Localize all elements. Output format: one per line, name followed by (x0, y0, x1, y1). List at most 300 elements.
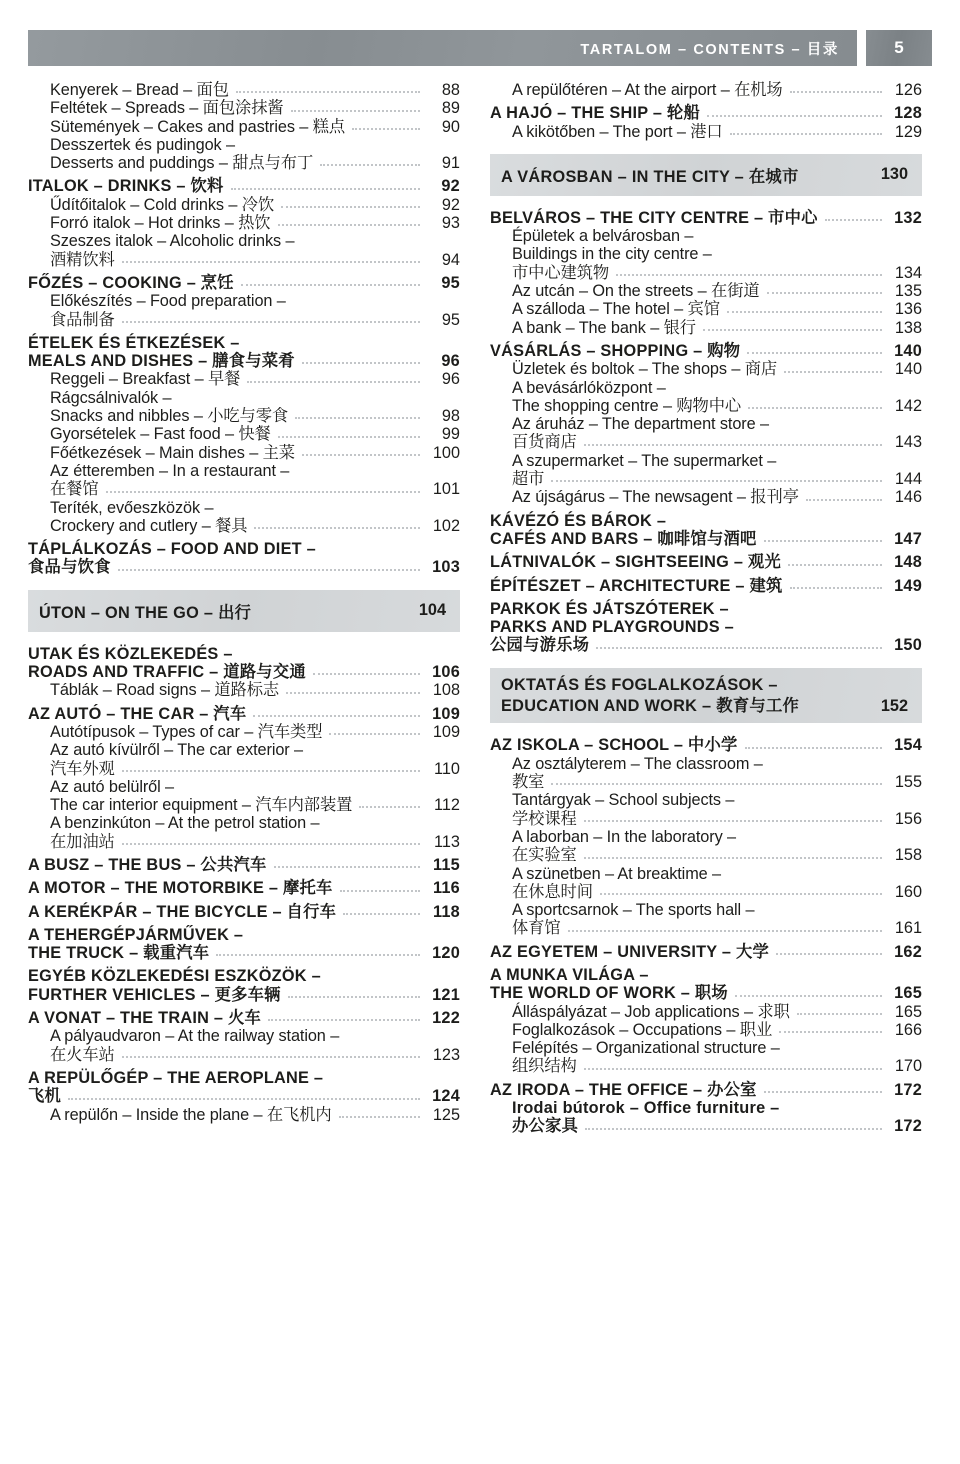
toc-entry-page: 124 (432, 1087, 460, 1106)
toc-entry[interactable] (490, 599, 922, 617)
toc-entry-page: 106 (432, 663, 460, 682)
toc-entry-page: 89 (441, 99, 460, 118)
toc-entry-page: 136 (894, 300, 922, 319)
toc-entry[interactable] (490, 511, 922, 529)
section-band-text (501, 675, 799, 717)
toc-entry[interactable] (490, 942, 922, 960)
toc-entry-page: 108 (432, 681, 460, 700)
toc-entry[interactable] (490, 617, 922, 635)
toc-entry-label: Épületek a belvárosban – (512, 227, 694, 246)
toc-entry-label: Az autó kívülről – The car exterior – (50, 741, 304, 760)
section-band-label: ÚTON – ON THE GO – 出行 (39, 603, 252, 622)
toc-entry-label: Desserts and puddings – 甜点与布丁 (50, 154, 314, 173)
toc-entry[interactable] (490, 918, 922, 936)
toc-entry[interactable] (28, 680, 460, 698)
contents-column-left (28, 80, 460, 1454)
toc-entry[interactable] (490, 552, 922, 570)
toc-entry-page: 150 (894, 636, 922, 655)
toc-leader-dots (281, 206, 420, 208)
toc-entry-label: A MOTOR – THE MOTORBIKE – 摩托车 (28, 879, 333, 898)
toc-entry[interactable] (28, 704, 460, 722)
section-band-text (501, 163, 799, 187)
toc-entry-label: Az autó belülről – (50, 777, 175, 796)
toc-leader-dots (329, 733, 420, 735)
toc-entry[interactable] (28, 273, 460, 291)
contents-columns (28, 80, 932, 1454)
toc-entry-label: A kikötőben – The port – 港口 (512, 122, 723, 141)
toc-entry-label: 在火车站 (50, 1045, 115, 1064)
toc-leader-dots (584, 1068, 882, 1070)
toc-entry-page: 143 (894, 433, 922, 452)
toc-entry-label: UTAK ÉS KÖZLEKEDÉS – (28, 644, 233, 663)
toc-entry[interactable] (490, 341, 922, 359)
toc-entry-label: AZ IRODA – THE OFFICE – 办公室 (490, 1080, 757, 1099)
toc-entry[interactable] (490, 635, 922, 653)
toc-entry-label: TÁPLÁLKOZÁS – FOOD AND DIET – (28, 540, 316, 559)
toc-entry-page: 102 (432, 516, 460, 535)
toc-entry[interactable] (28, 291, 460, 309)
toc-entry-page: 170 (894, 1057, 922, 1076)
toc-entry-label: KÁVÉZÓ ÉS BÁROK – (490, 511, 667, 530)
toc-entry-page: 96 (441, 352, 460, 371)
toc-entry-page: 148 (894, 553, 922, 572)
toc-entry[interactable] (28, 310, 460, 328)
toc-entry[interactable] (490, 983, 922, 1001)
toc-leader-dots (585, 1128, 882, 1130)
toc-leader-dots (122, 321, 420, 323)
toc-entry-label: 汽车外观 (50, 759, 115, 778)
toc-entry[interactable] (490, 432, 922, 450)
toc-leader-dots (68, 1098, 420, 1100)
toc-leader-dots (797, 1013, 882, 1015)
toc-leader-dots (600, 893, 882, 895)
toc-entry-page: 147 (894, 529, 922, 548)
toc-entry-label: Irodai bútorok – Office furniture – (512, 1099, 780, 1118)
toc-entry[interactable] (490, 414, 922, 432)
toc-entry[interactable] (490, 529, 922, 547)
toc-entry-page: 92 (441, 195, 460, 214)
toc-entry-page: 121 (432, 985, 460, 1004)
toc-entry-page: 172 (894, 1117, 922, 1136)
toc-entry[interactable] (28, 333, 460, 351)
toc-entry-page: 135 (894, 282, 922, 301)
toc-entry-page: 128 (894, 104, 922, 123)
toc-entry[interactable] (28, 406, 460, 424)
toc-entry-label: AZ ISKOLA – SCHOOL – 中小学 (490, 736, 738, 755)
toc-entry[interactable] (490, 263, 922, 281)
toc-entry-label: 市中心建筑物 (512, 263, 610, 282)
section-band-text (39, 599, 251, 623)
toc-entry-label: BELVÁROS – THE CITY CENTRE – 市中心 (490, 208, 818, 227)
toc-leader-dots (278, 436, 420, 438)
toc-entry-page: 96 (441, 370, 460, 389)
toc-leader-dots (767, 292, 882, 294)
toc-leader-dots (343, 913, 420, 915)
toc-entry-label: A bank – The bank – 银行 (512, 318, 696, 337)
toc-entry[interactable] (28, 516, 460, 534)
toc-entry-page: 144 (894, 470, 922, 489)
toc-entry-page: 113 (434, 832, 460, 851)
toc-entry[interactable] (28, 1008, 460, 1026)
toc-leader-dots (106, 491, 420, 493)
toc-entry-label: A benzinkúton – At the petrol station – (50, 814, 320, 833)
toc-entry[interactable] (28, 813, 460, 831)
toc-entry[interactable] (28, 388, 460, 406)
toc-entry[interactable] (490, 864, 922, 882)
toc-leader-dots (236, 91, 420, 93)
toc-entry[interactable] (28, 231, 460, 249)
toc-leader-dots (122, 843, 420, 845)
toc-entry-page: 154 (894, 736, 922, 755)
toc-entry-label: Előkészítés – Food preparation – (50, 292, 286, 311)
toc-leader-dots (784, 371, 882, 373)
toc-entry[interactable] (490, 1098, 922, 1116)
toc-entry[interactable] (490, 299, 922, 317)
toc-leader-dots (339, 1116, 420, 1118)
toc-leader-dots (730, 133, 882, 135)
toc-leader-dots (122, 261, 420, 263)
toc-leader-dots (551, 783, 882, 785)
toc-leader-dots (806, 499, 882, 501)
toc-entry-label: ROADS AND TRAFFIC – 道路与交通 (28, 663, 306, 682)
toc-entry-label: VÁSÁRLÁS – SHOPPING – 购物 (490, 341, 741, 360)
page-number-value: 5 (894, 38, 904, 57)
toc-entry[interactable] (490, 772, 922, 790)
toc-entry-page: 146 (894, 488, 922, 507)
toc-entry-label: Álláspályázat – Job applications – 求职 (512, 1002, 790, 1021)
toc-entry-page: 110 (434, 759, 460, 778)
toc-entry[interactable] (490, 827, 922, 845)
toc-entry[interactable] (28, 250, 460, 268)
toc-entry[interactable] (490, 244, 922, 262)
toc-leader-dots (320, 164, 420, 166)
toc-entry[interactable] (28, 1105, 460, 1123)
toc-entry-page: 101 (432, 480, 460, 499)
toc-entry[interactable] (28, 351, 460, 369)
toc-leader-dots (596, 647, 882, 649)
toc-leader-dots (359, 806, 420, 808)
toc-entry[interactable] (28, 985, 460, 1003)
toc-entry-label: Az étteremben – In a restaurant – (50, 461, 290, 480)
toc-entry-label: 飞机 (28, 1087, 62, 1106)
toc-entry-page: 140 (894, 341, 922, 360)
toc-leader-dots (278, 224, 421, 226)
section-band-label: A VÁROSBAN – IN THE CITY – 在城市 (501, 167, 799, 186)
toc-entry-label: Crockery and cutlery – 餐具 (50, 516, 248, 535)
toc-entry-label: Teríték, evőeszközök – (50, 498, 214, 517)
toc-entry-page: 132 (894, 208, 922, 227)
toc-leader-dots (340, 890, 420, 892)
toc-entry[interactable] (490, 845, 922, 863)
toc-entry[interactable] (490, 1038, 922, 1056)
toc-entry-label: A pályaudvaron – At the railway station – (50, 1027, 340, 1046)
toc-entry[interactable] (28, 722, 460, 740)
toc-entry[interactable] (28, 855, 460, 873)
toc-entry-page: 109 (432, 722, 460, 741)
toc-entry[interactable] (490, 80, 922, 98)
toc-leader-dots (295, 417, 420, 419)
toc-entry[interactable] (28, 557, 460, 575)
toc-leader-dots (352, 128, 420, 130)
toc-leader-dots (788, 564, 882, 566)
toc-entry[interactable] (490, 359, 922, 377)
toc-leader-dots (291, 110, 420, 112)
toc-entry[interactable] (28, 461, 460, 479)
toc-entry[interactable] (28, 98, 460, 116)
toc-entry[interactable] (28, 740, 460, 758)
toc-entry-page: 116 (432, 879, 460, 898)
toc-entry-page: 122 (432, 1009, 460, 1028)
toc-entry[interactable] (28, 777, 460, 795)
page-header (28, 30, 932, 66)
toc-entry-label: A szupermarket – The supermarket – (512, 451, 777, 470)
toc-entry-page: 126 (894, 81, 922, 99)
toc-leader-dots (776, 953, 882, 955)
toc-entry[interactable] (28, 213, 460, 231)
toc-entry-label: 在休息时间 (512, 882, 593, 901)
toc-entry[interactable] (490, 469, 922, 487)
toc-entry[interactable] (28, 759, 460, 777)
toc-entry-label: A bevásárlóközpont – (512, 378, 666, 397)
toc-entry[interactable] (490, 754, 922, 772)
toc-entry-page: 115 (432, 855, 460, 874)
toc-leader-dots (735, 995, 882, 997)
toc-entry-label: Forró italok – Hot drinks – 热饮 (50, 214, 271, 233)
toc-leader-dots (703, 329, 882, 331)
toc-entry-page: 98 (441, 407, 460, 426)
toc-entry-page: 100 (432, 443, 460, 462)
toc-entry[interactable] (490, 318, 922, 336)
toc-entry-label: THE TRUCK – 载重汽车 (28, 944, 210, 963)
toc-leader-dots (286, 692, 420, 694)
toc-entry-label: 体育馆 (512, 919, 561, 938)
toc-entry-label: 公园与游乐场 (490, 636, 590, 655)
toc-leader-dots (748, 407, 882, 409)
toc-leader-dots (247, 381, 420, 383)
toc-entry[interactable] (490, 965, 922, 983)
toc-entry[interactable] (28, 1045, 460, 1063)
toc-entry[interactable] (490, 226, 922, 244)
toc-entry-page: 140 (894, 360, 922, 379)
toc-entry[interactable] (490, 396, 922, 414)
toc-entry-label: 酒精饮料 (50, 250, 115, 269)
toc-entry-page: 165 (894, 984, 922, 1003)
toc-entry[interactable] (28, 1026, 460, 1044)
toc-entry-label: A BUSZ – THE BUS – 公共汽车 (28, 855, 267, 874)
toc-entry-page: 109 (432, 704, 460, 723)
toc-entry-page: 112 (434, 796, 460, 815)
toc-entry[interactable] (490, 900, 922, 918)
toc-entry-label: AZ EGYETEM – UNIVERSITY – 大学 (490, 942, 770, 961)
toc-entry[interactable] (490, 487, 922, 505)
toc-entry-page: 93 (441, 214, 460, 233)
toc-leader-dots (268, 1019, 420, 1021)
toc-entry[interactable] (28, 369, 460, 387)
toc-entry[interactable] (28, 1086, 460, 1104)
toc-entry[interactable] (490, 1020, 922, 1038)
toc-entry-page: 88 (441, 81, 460, 99)
toc-entry[interactable] (28, 878, 460, 896)
toc-entry[interactable] (28, 424, 460, 442)
toc-entry[interactable] (28, 644, 460, 662)
toc-entry-label: Táblák – Road signs – 道路标志 (50, 681, 280, 700)
toc-entry-label: Tantárgyak – School subjects – (512, 791, 735, 810)
section-band-page: 152 (880, 697, 908, 716)
toc-entry[interactable] (28, 943, 460, 961)
toc-entry-label: 教室 (512, 773, 545, 792)
toc-leader-dots (747, 352, 882, 354)
toc-entry-page: 125 (432, 1105, 460, 1124)
toc-leader-dots (288, 996, 420, 998)
toc-entry[interactable] (490, 1056, 922, 1074)
toc-entry-label: Az áruház – The department store – (512, 415, 769, 434)
toc-entry-page: 103 (432, 558, 460, 577)
toc-entry-page: 90 (441, 117, 460, 136)
toc-entry-page: 95 (441, 310, 460, 329)
toc-entry[interactable] (28, 1068, 460, 1086)
toc-entry[interactable] (490, 790, 922, 808)
toc-entry-label: 食品与饮食 (28, 558, 111, 577)
toc-leader-dots (584, 820, 882, 822)
toc-entry-page: 99 (441, 425, 460, 444)
toc-leader-dots (727, 311, 882, 313)
header-title-bar (28, 30, 857, 66)
toc-entry-page: 138 (894, 318, 922, 337)
toc-entry[interactable] (490, 378, 922, 396)
toc-entry-label: AZ AUTÓ – THE CAR – 汽车 (28, 704, 247, 723)
toc-entry-page: 149 (894, 576, 922, 595)
toc-entry[interactable] (490, 122, 922, 140)
toc-leader-dots (745, 747, 882, 749)
toc-leader-dots (584, 444, 882, 446)
toc-entry-label: Az osztályterem – The classroom – (512, 754, 763, 773)
toc-entry-label: 在餐馆 (50, 480, 99, 499)
toc-entry-label: PARKOK ÉS JÁTSZÓTEREK – (490, 599, 729, 618)
toc-leader-dots (118, 569, 420, 571)
toc-entry-label: Sütemények – Cakes and pastries – 糕点 (50, 117, 346, 136)
toc-entry-label: 百货商店 (512, 433, 577, 452)
toc-leader-dots (790, 91, 882, 93)
toc-entry-label: 食品制备 (50, 310, 115, 329)
toc-leader-dots (790, 587, 882, 589)
toc-leader-dots (254, 527, 420, 529)
toc-entry[interactable] (490, 1080, 922, 1098)
toc-leader-dots (302, 454, 420, 456)
toc-entry-label: Az utcán – On the streets – 在街道 (512, 282, 760, 301)
section-band (490, 668, 922, 724)
toc-entry-page: 120 (432, 944, 460, 963)
toc-entry-label: Buildings in the city centre – (512, 245, 712, 264)
toc-entry[interactable] (490, 451, 922, 469)
toc-entry[interactable] (490, 103, 922, 121)
toc-entry-label: A REPÜLŐGÉP – THE AEROPLANE – (28, 1068, 324, 1087)
toc-leader-dots (302, 362, 420, 364)
toc-entry[interactable] (28, 539, 460, 557)
toc-entry[interactable] (490, 576, 922, 594)
toc-entry-label: A HAJÓ – THE SHIP – 轮船 (490, 104, 700, 123)
toc-entry-label: Rágcsálnivalók – (50, 388, 172, 407)
toc-entry-page: 166 (894, 1020, 922, 1039)
toc-entry-label: Desszertek és pudingok – (50, 135, 235, 154)
toc-entry[interactable] (28, 795, 460, 813)
toc-entry-label: Autótípusok – Types of car – 汽车类型 (50, 722, 323, 741)
toc-entry-label: A repülőtéren – At the airport – 在机场 (512, 81, 783, 99)
toc-entry-page: 172 (894, 1080, 922, 1099)
toc-leader-dots (274, 866, 420, 868)
toc-entry[interactable] (28, 479, 460, 497)
toc-entry[interactable] (490, 882, 922, 900)
toc-entry-label: PARKS AND PLAYGROUNDS – (490, 618, 734, 637)
toc-entry[interactable] (28, 153, 460, 171)
toc-entry-label: Feltétek – Spreads – 面包涂抹酱 (50, 99, 284, 118)
toc-entry-label: 在加油站 (50, 832, 115, 851)
toc-leader-dots (616, 274, 882, 276)
toc-entry-page: 160 (894, 882, 922, 901)
toc-entry[interactable] (28, 443, 460, 461)
toc-entry[interactable] (28, 80, 460, 98)
toc-entry[interactable] (490, 208, 922, 226)
toc-entry[interactable] (490, 809, 922, 827)
toc-entry[interactable] (490, 1002, 922, 1020)
toc-entry[interactable] (28, 662, 460, 680)
page-number-badge (866, 30, 932, 66)
toc-entry-page: 134 (894, 263, 922, 282)
toc-leader-dots (122, 770, 420, 772)
toc-leader-dots (779, 1031, 882, 1033)
toc-entry-label: The shopping centre – 购物中心 (512, 396, 742, 415)
toc-leader-dots (825, 219, 882, 221)
section-band (490, 154, 922, 196)
toc-entry-label: Főétkezések – Main dishes – 主菜 (50, 443, 295, 462)
toc-entry-label: 组织结构 (512, 1057, 577, 1076)
toc-entry-label: MEALS AND DISHES – 膳食与菜肴 (28, 352, 295, 371)
toc-entry[interactable] (28, 176, 460, 194)
toc-entry-page: 118 (432, 902, 460, 921)
toc-entry[interactable] (490, 281, 922, 299)
toc-leader-dots (551, 480, 882, 482)
toc-entry-label: Kenyerek – Bread – 面包 (50, 81, 229, 99)
toc-entry[interactable] (490, 735, 922, 753)
toc-entry-label: A sportcsarnok – The sports hall – (512, 901, 755, 920)
toc-entry[interactable] (28, 966, 460, 984)
toc-entry-label: THE WORLD OF WORK – 职场 (490, 984, 728, 1003)
toc-entry-page: 161 (894, 919, 922, 938)
toc-entry-label: The car interior equipment – 汽车内部装置 (50, 796, 353, 815)
toc-entry-page: 123 (432, 1045, 460, 1064)
toc-entry[interactable] (28, 135, 460, 153)
toc-entry[interactable] (490, 1116, 922, 1134)
toc-entry[interactable] (28, 832, 460, 850)
toc-entry-label: A MUNKA VILÁGA – (490, 966, 649, 984)
toc-entry-label: ÉTELEK ÉS ÉTKEZÉSEK – (28, 333, 240, 352)
toc-entry-page: 162 (894, 942, 922, 961)
toc-entry-page: 129 (894, 122, 922, 141)
toc-entry[interactable] (28, 925, 460, 943)
section-band (28, 590, 460, 632)
toc-entry-label: Üzletek és boltok – The shops – 商店 (512, 360, 778, 379)
contents-title: TARTALOM – CONTENTS – 目录 (580, 41, 839, 58)
toc-entry-label: 在实验室 (512, 846, 577, 865)
toc-entry-label: A laborban – In the laboratory – (512, 827, 736, 846)
toc-entry[interactable] (28, 498, 460, 516)
toc-entry[interactable] (28, 117, 460, 135)
toc-entry-label: Szeszes italok – Alcoholic drinks – (50, 232, 295, 251)
toc-entry-label: CAFÉS AND BARS – 咖啡馆与酒吧 (490, 529, 757, 548)
toc-entry[interactable] (28, 195, 460, 213)
toc-leader-dots (568, 930, 882, 932)
toc-entry[interactable] (28, 902, 460, 920)
toc-entry-label: Felépítés – Organizational structure – (512, 1039, 780, 1058)
